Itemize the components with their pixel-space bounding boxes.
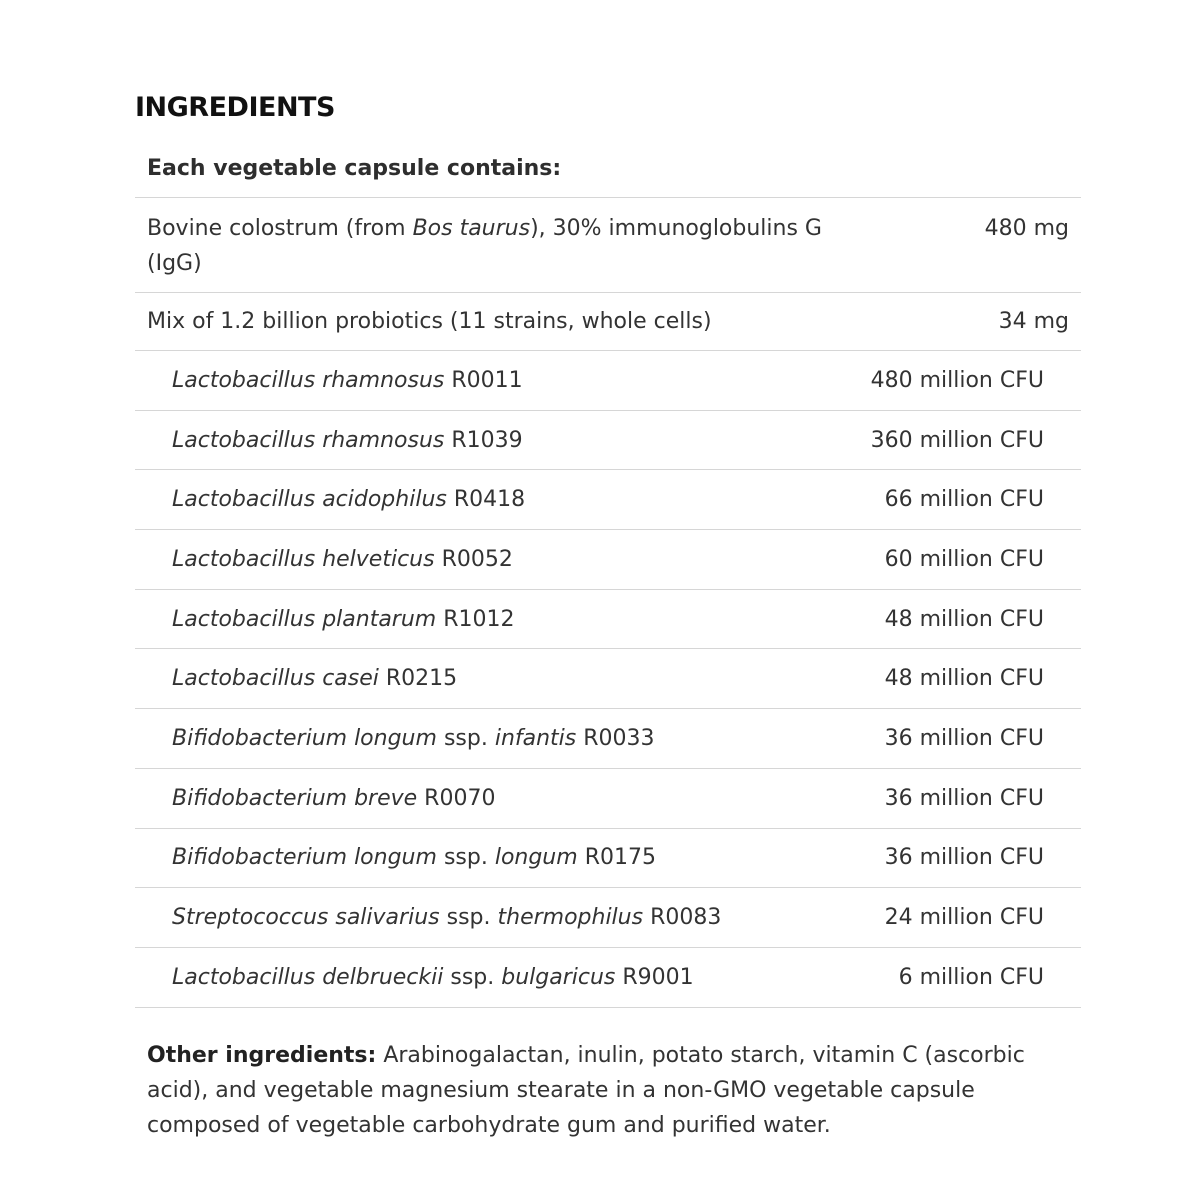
strain-name <box>172 547 513 572</box>
strain-name <box>172 965 694 990</box>
colostrum-species: Bos taurus <box>412 216 531 241</box>
strain-code: R0215 <box>385 666 458 692</box>
strain-code: R0175 <box>584 845 656 871</box>
strain-amount: 60 million CFU <box>884 546 1044 572</box>
colostrum-name-pre: Bovine colostrum (from <box>147 216 413 241</box>
strain-code: R0033 <box>583 725 655 751</box>
strain-row <box>135 590 1081 650</box>
strain-row <box>135 530 1081 590</box>
strain-name <box>172 726 655 751</box>
strain-name <box>172 666 457 691</box>
strain-name <box>172 368 523 393</box>
strain-amount: 24 million CFU <box>884 905 1044 931</box>
other-ingredients <box>147 1038 1047 1143</box>
strain-row <box>135 888 1081 948</box>
strain-code: R0083 <box>650 905 722 931</box>
strain-amount: 66 million CFU <box>884 487 1044 513</box>
strain-species: Lactobacillus rhamnosus <box>172 427 445 453</box>
strain-name <box>172 428 523 453</box>
strain-code: R1012 <box>443 606 515 632</box>
probiotic-mix-name: Mix of 1.2 billion probiotics (11 strains, whole cells) <box>147 309 712 334</box>
strain-amount: 360 million CFU <box>870 427 1044 453</box>
probiotic-mix-amount: 34 mg <box>998 309 1069 334</box>
strain-subspecies: bulgaricus <box>501 964 616 990</box>
colostrum-name-post: ), 30% immunoglobulins G (IgG) <box>147 216 822 276</box>
strain-row <box>135 411 1081 471</box>
strain-ssp-label: ssp. <box>443 725 488 751</box>
colostrum-row <box>135 198 1081 293</box>
strain-row <box>135 470 1081 530</box>
colostrum-amount: 480 mg <box>984 216 1069 241</box>
strain-subspecies: infantis <box>494 725 577 751</box>
strain-code: R1039 <box>451 427 523 453</box>
ingredients-table <box>135 140 1081 1008</box>
strain-amount: 48 million CFU <box>884 606 1044 632</box>
strain-name <box>172 607 515 632</box>
strain-amount: 6 million CFU <box>898 964 1044 990</box>
strain-row <box>135 351 1081 411</box>
strain-ssp-label: ssp. <box>450 964 495 990</box>
strain-subspecies: longum <box>494 845 578 871</box>
strain-row <box>135 769 1081 829</box>
strain-code: R0011 <box>451 367 523 393</box>
strain-amount: 36 million CFU <box>884 785 1044 811</box>
strain-code: R9001 <box>622 964 694 990</box>
strain-species: Lactobacillus acidophilus <box>172 487 447 513</box>
table-header: Each vegetable capsule contains: <box>135 140 1081 198</box>
other-ingredients-label: Other ingredients: <box>147 1043 377 1068</box>
strain-amount: 36 million CFU <box>884 725 1044 751</box>
strain-amount: 480 million CFU <box>870 367 1044 393</box>
strain-code: R0052 <box>441 546 513 572</box>
strain-species: Bifidobacterium longum <box>172 845 437 871</box>
other-ingredients-text: Arabinogalactan, inulin, potato starch, vitamin C (ascorbic acid), and vegetable magnesium stearate in a non-GMO vegetable capsule composed of vegetable carbohydrate gum and purified water. <box>147 1043 1025 1138</box>
strain-species: Lactobacillus plantarum <box>172 606 437 632</box>
strain-ssp-label: ssp. <box>443 845 488 871</box>
strain-name <box>172 845 656 870</box>
strain-name <box>172 905 721 930</box>
strain-row <box>135 948 1081 1008</box>
strain-species: Lactobacillus casei <box>172 666 379 692</box>
strain-species: Bifidobacterium longum <box>172 725 437 751</box>
strain-row <box>135 709 1081 769</box>
strain-species: Bifidobacterium breve <box>172 785 418 811</box>
strain-name <box>172 786 495 811</box>
strain-species: Lactobacillus rhamnosus <box>172 367 445 393</box>
strain-row <box>135 649 1081 709</box>
strain-species: Streptococcus salivarius <box>172 905 440 931</box>
strain-amount: 48 million CFU <box>884 666 1044 692</box>
strain-subspecies: thermophilus <box>497 905 644 931</box>
strain-amount: 36 million CFU <box>884 845 1044 871</box>
strain-list <box>135 351 1081 1008</box>
strain-species: Lactobacillus delbrueckii <box>172 964 444 990</box>
strain-ssp-label: ssp. <box>446 905 491 931</box>
page-title: INGREDIENTS <box>135 92 335 124</box>
strain-code: R0418 <box>453 487 526 513</box>
strain-name <box>172 487 525 512</box>
strain-species: Lactobacillus helveticus <box>172 546 435 572</box>
strain-code: R0070 <box>424 785 496 811</box>
strain-row <box>135 829 1081 889</box>
probiotic-mix-row <box>135 293 1081 351</box>
colostrum-name <box>147 211 837 281</box>
